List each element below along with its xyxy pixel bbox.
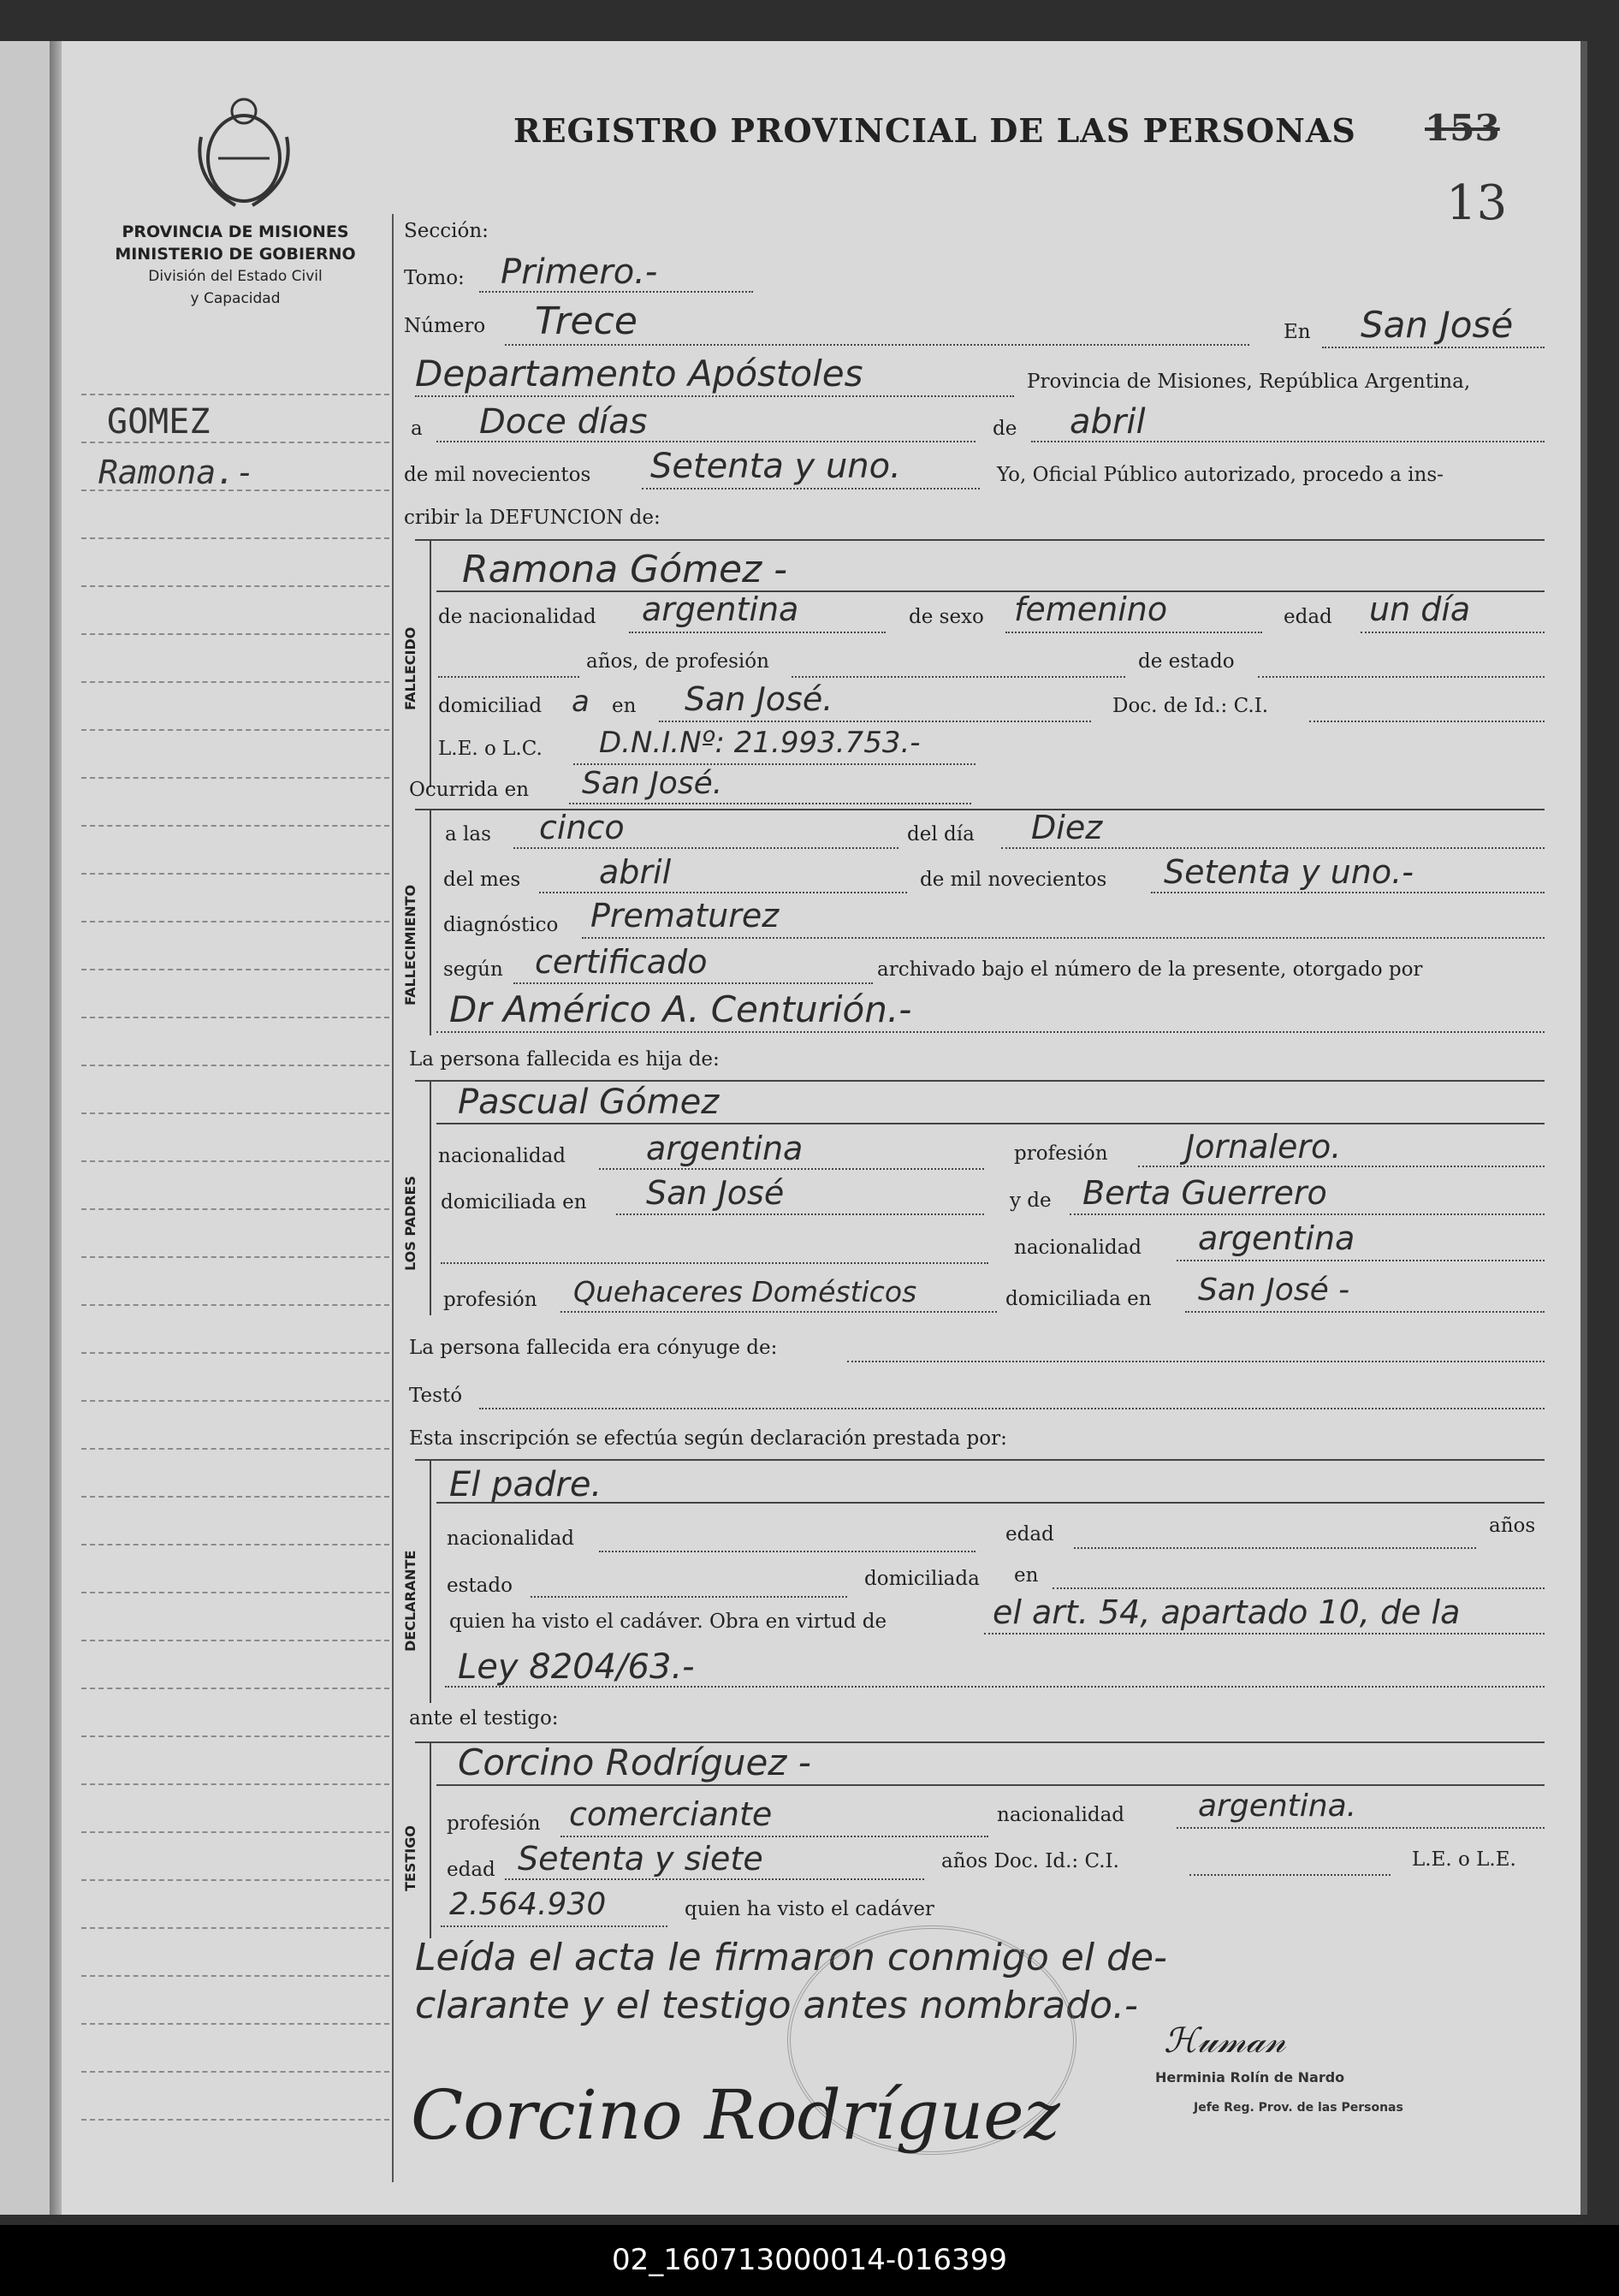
line-testigo-ci-2	[441, 1925, 667, 1927]
margin-ruled-line	[81, 729, 389, 732]
line-dec-estado	[531, 1596, 847, 1598]
section-fallecido: FALLECIDO	[402, 626, 418, 710]
line-medico	[436, 1031, 1545, 1033]
label-ocurrida: Ocurrida en	[409, 779, 530, 801]
value-testigo-edad: Setenta y siete	[518, 1840, 763, 1878]
label-domiciliada-en: domiciliada en	[441, 1191, 587, 1213]
line-estado	[1258, 676, 1545, 678]
line-padre-nac	[599, 1168, 984, 1170]
line-dec-nacionalidad	[599, 1551, 976, 1552]
line-numero	[505, 344, 1249, 346]
value-mes: abril	[1070, 402, 1146, 442]
value-en: San José	[1361, 304, 1514, 346]
label-nacionalidad-2: nacionalidad	[1014, 1237, 1142, 1259]
label-t-le: L.E. o L.E.	[1412, 1848, 1516, 1871]
margin-ruled-line	[81, 1208, 389, 1211]
footer-image-id: 02_160713000014-016399	[0, 2225, 1619, 2296]
value-ley: Ley 8204/63.-	[458, 1647, 695, 1687]
label-domiciliada-en-2: domiciliada en	[1005, 1288, 1152, 1310]
label-t-anos: años Doc. Id.: C.I.	[941, 1850, 1119, 1872]
label-a: a	[411, 418, 423, 440]
line-ley	[445, 1686, 1545, 1688]
label-inscripcion: Esta inscripción se efectúa según declaración prestada por:	[409, 1427, 1007, 1450]
label-de-nacionalidad: de nacionalidad	[438, 606, 596, 628]
org-province: PROVINCIA DE MISIONES	[122, 222, 349, 241]
margin-ruled-line	[81, 1352, 389, 1355]
label-nacionalidad: nacionalidad	[438, 1145, 566, 1167]
value-numero: Trece	[535, 300, 638, 343]
margin-ruled-line	[81, 1112, 389, 1115]
label-cribir: cribir la DEFUNCION de:	[404, 507, 661, 529]
value-testigo-ci: 2.564.930	[449, 1887, 607, 1922]
margin-ruled-line	[81, 2071, 389, 2074]
label-conyuge: La persona fallecida era cónyuge de:	[409, 1337, 778, 1359]
line-padre-dom	[616, 1213, 984, 1215]
value-diagnostico: Prematurez	[590, 897, 780, 934]
value-leida-line2: clarante y el testigo antes nombrado.-	[415, 1984, 1138, 2027]
margin-ruled-line	[81, 825, 389, 828]
label-del-mes: del mes	[443, 869, 521, 891]
margin-ruled-line	[81, 1017, 389, 1019]
value-dia: Doce días	[479, 402, 648, 442]
value-documento: D.N.I.Nº: 21.993.753.-	[599, 726, 921, 760]
margin-ruled-line	[81, 1065, 389, 1067]
label-dec-en: en	[1014, 1564, 1039, 1587]
label-seccion: Sección:	[404, 220, 489, 242]
margin-ruled-line	[81, 442, 389, 444]
value-anio: Setenta y uno.	[650, 447, 901, 486]
line-diagnostico	[582, 937, 1545, 939]
margin-ruled-line	[81, 777, 389, 780]
margin-ruled-line	[81, 1879, 389, 1882]
line-testigo-ci	[1189, 1874, 1391, 1876]
value-segun: certificado	[535, 943, 708, 981]
margin-ruled-line	[81, 1640, 389, 1642]
line-testigo-nac	[1177, 1827, 1545, 1829]
label-a-las: a las	[445, 823, 491, 845]
label-de-mil-2: de mil novecientos	[920, 869, 1107, 891]
margin-ruled-line	[81, 1400, 389, 1403]
margin-ruled-line	[81, 537, 389, 540]
label-dec-anos: años	[1489, 1515, 1536, 1537]
margin-ruled-line	[81, 1256, 389, 1259]
value-domicilio: San José.	[685, 680, 833, 718]
margin-ruled-line	[81, 2023, 389, 2026]
line-madre-nac	[1177, 1260, 1545, 1261]
line-madre-extra	[441, 1262, 988, 1264]
label-t-nacionalidad: nacionalidad	[997, 1804, 1125, 1826]
value-testigo-nac: argentina.	[1198, 1789, 1357, 1824]
line-nacionalidad	[629, 632, 886, 633]
margin-ruled-line	[81, 681, 389, 684]
line-madre	[1070, 1213, 1545, 1215]
margin-ruled-line	[81, 1783, 389, 1786]
label-testo: Testó	[409, 1385, 463, 1407]
margin-ruled-line	[81, 1688, 389, 1690]
value-padre-dom: San José	[646, 1174, 785, 1212]
line-obra	[984, 1633, 1545, 1634]
label-de-estado: de estado	[1138, 650, 1235, 673]
value-hora: cinco	[539, 809, 625, 846]
value-fallecido-nombre: Ramona Gómez -	[462, 548, 788, 591]
padres-box-top	[415, 1080, 1545, 1082]
label-le-lc: L.E. o L.C.	[438, 738, 543, 760]
line-dec-edad	[1074, 1547, 1476, 1549]
value-padre-prof: Jornalero.	[1185, 1128, 1342, 1166]
line-hora	[513, 847, 898, 849]
line-anos	[438, 676, 579, 678]
line-segun	[513, 982, 873, 984]
label-tomo: Tomo:	[404, 267, 465, 289]
line-tomo	[479, 291, 753, 293]
line-edad	[1361, 632, 1545, 633]
value-obra: el art. 54, apartado 10, de la	[993, 1593, 1461, 1631]
label-quien-visto: quien ha visto el cadáver. Obra en virtud de	[449, 1611, 887, 1633]
label-de-sexo: de sexo	[909, 606, 984, 628]
value-tomo: Primero.-	[501, 252, 658, 292]
label-doc-id: Doc. de Id.: C.I.	[1112, 695, 1269, 717]
value-mes-fallec: abril	[599, 853, 672, 891]
margin-divider	[392, 214, 394, 2182]
section-padres: LOS PADRES	[402, 1175, 418, 1271]
label-archivado: archivado bajo el número de la presente, otorgado por	[877, 958, 1423, 981]
value-departamento: Departamento Apóstoles	[415, 353, 863, 395]
page-title: REGISTRO PROVINCIAL DE LAS PERSONAS	[513, 111, 1356, 150]
line-dec-domicilio	[1053, 1587, 1545, 1589]
value-nacionalidad: argentina	[642, 590, 799, 628]
label-anos-profesion: años, de profesión	[586, 650, 769, 673]
line-madre-prof	[560, 1311, 997, 1313]
section-testigo: TESTIGO	[402, 1825, 418, 1891]
line-sexo	[1005, 632, 1262, 633]
margin-ruled-line	[81, 873, 389, 875]
label-en: En	[1284, 321, 1311, 343]
value-domiciliad-suffix: a	[572, 685, 590, 719]
fallecido-box-top	[415, 539, 1545, 541]
label-hija-de: La persona fallecida es hija de:	[409, 1048, 720, 1071]
value-anio-fallec: Setenta y uno.-	[1164, 853, 1414, 891]
section-declarante: DECLARANTE	[402, 1550, 418, 1652]
margin-ruled-line	[81, 1831, 389, 1834]
margin-ruled-line	[81, 1975, 389, 1978]
label-t-profesion: profesión	[447, 1812, 541, 1835]
line-padre	[436, 1123, 1545, 1124]
label-t-edad: edad	[447, 1859, 495, 1881]
margin-ruled-line	[81, 1544, 389, 1546]
officer-name: Herminia Rolín de Nardo	[1155, 2069, 1345, 2085]
line-padre-prof	[1138, 1166, 1545, 1167]
previous-page-edge	[0, 41, 51, 2215]
section-fallecimiento: FALLECIMIENTO	[402, 884, 418, 1006]
label-dec-nacionalidad: nacionalidad	[447, 1528, 575, 1550]
value-edad: un día	[1369, 590, 1471, 628]
label-ante-testigo: ante el testigo:	[409, 1707, 559, 1729]
label-profesion-2: profesión	[443, 1289, 537, 1311]
line-declarante	[436, 1502, 1545, 1504]
value-sexo: femenino	[1014, 590, 1168, 628]
line-documento	[573, 763, 976, 765]
value-madre: Berta Guerrero	[1082, 1174, 1327, 1212]
label-segun: según	[443, 958, 503, 981]
margin-ruled-line	[81, 1927, 389, 1930]
label-y-de: y de	[1010, 1190, 1052, 1212]
record-number-old: 153	[1425, 107, 1500, 149]
witness-signature: Corcino Rodríguez	[411, 2075, 1060, 2155]
line-testigo-prof	[560, 1836, 988, 1837]
margin-ruled-line	[81, 1304, 389, 1307]
line-madre-dom	[1185, 1311, 1545, 1313]
line-domicilio	[659, 721, 1091, 722]
label-en-domicilio: en	[612, 695, 637, 717]
value-testigo: Corcino Rodríguez -	[458, 1741, 811, 1783]
label-dec-domiciliada: domiciliada	[864, 1568, 980, 1590]
value-padre-nac: argentina	[646, 1130, 804, 1167]
line-conyuge	[847, 1361, 1545, 1362]
label-dec-edad: edad	[1005, 1523, 1054, 1545]
line-ocurrida	[569, 803, 971, 804]
record-number: 13	[1446, 175, 1508, 231]
line-testigo-edad	[505, 1878, 924, 1880]
margin-ruled-line	[81, 1735, 389, 1738]
issuing-organization	[81, 221, 389, 310]
margin-ruled-line	[81, 633, 389, 636]
value-dia-fallec: Diez	[1031, 809, 1103, 846]
line-departamento	[415, 395, 1014, 397]
label-dec-estado: estado	[447, 1575, 513, 1597]
value-medico: Dr Américo A. Centurión.-	[449, 988, 912, 1030]
line-mes-fallec	[539, 892, 907, 893]
label-de-mil: de mil novecientos	[404, 464, 591, 486]
margin-ruled-line	[81, 1160, 389, 1163]
line-mes	[1031, 441, 1545, 442]
margin-ruled-line	[81, 1448, 389, 1451]
line-anio	[642, 488, 980, 489]
margin-ruled-line	[81, 1592, 389, 1594]
value-madre-nac: argentina	[1198, 1219, 1355, 1257]
margin-ruled-line	[81, 921, 389, 923]
label-de: de	[993, 418, 1017, 440]
label-profesion: profesión	[1014, 1142, 1108, 1165]
line-en	[1322, 347, 1545, 348]
line-dia	[436, 441, 976, 442]
margin-ruled-line	[81, 969, 389, 971]
label-yo: Yo, Oficial Público autorizado, procedo a ins-	[997, 464, 1444, 486]
margin-ruled-line	[81, 489, 389, 492]
value-testigo-prof: comerciante	[569, 1795, 773, 1833]
line-doc-id	[1309, 721, 1545, 722]
label-numero: Número	[404, 315, 486, 337]
org-ministry: MINISTERIO DE GOBIERNO	[115, 245, 356, 264]
declarante-box-top	[415, 1459, 1545, 1461]
margin-name: Ramona.-	[98, 454, 256, 491]
line-anio-fallec	[1151, 892, 1545, 893]
label-edad: edad	[1284, 606, 1332, 628]
margin-ruled-line	[81, 2119, 389, 2121]
label-provincia: Provincia de Misiones, República Argentina,	[1027, 371, 1471, 393]
officer-signature: ℋ𝓊𝓂𝒶𝓃	[1164, 2021, 1286, 2061]
line-testigo	[436, 1784, 1545, 1786]
value-ocurrida: San José.	[582, 766, 723, 801]
label-domiciliad: domiciliad	[438, 695, 543, 717]
value-padre: Pascual Gómez	[458, 1083, 720, 1122]
org-division: División del Estado Civil	[148, 268, 323, 285]
margin-ruled-line	[81, 585, 389, 588]
label-del-dia: del día	[907, 823, 975, 845]
label-diagnostico: diagnóstico	[443, 914, 559, 936]
officer-title: Jefe Reg. Prov. de las Personas	[1194, 2101, 1403, 2115]
coat-of-arms-icon	[184, 86, 304, 214]
line-dia-fallec	[1001, 847, 1545, 849]
value-leida-line1: Leída el acta le firmaron conmigo el de-	[415, 1936, 1167, 1979]
margin-surname: GOMEZ	[107, 402, 211, 442]
margin-ruled-line	[81, 394, 389, 396]
margin-ruled-line	[81, 1496, 389, 1498]
label-t-quien: quien ha visto el cadáver	[685, 1898, 934, 1920]
value-madre-dom: San José -	[1198, 1273, 1350, 1308]
org-capacity: y Capacidad	[190, 290, 281, 307]
line-testo	[479, 1408, 1545, 1409]
line-profesion	[792, 676, 1125, 678]
value-declarante: El padre.	[449, 1465, 602, 1504]
value-madre-prof: Quehaceres Domésticos	[573, 1275, 917, 1308]
